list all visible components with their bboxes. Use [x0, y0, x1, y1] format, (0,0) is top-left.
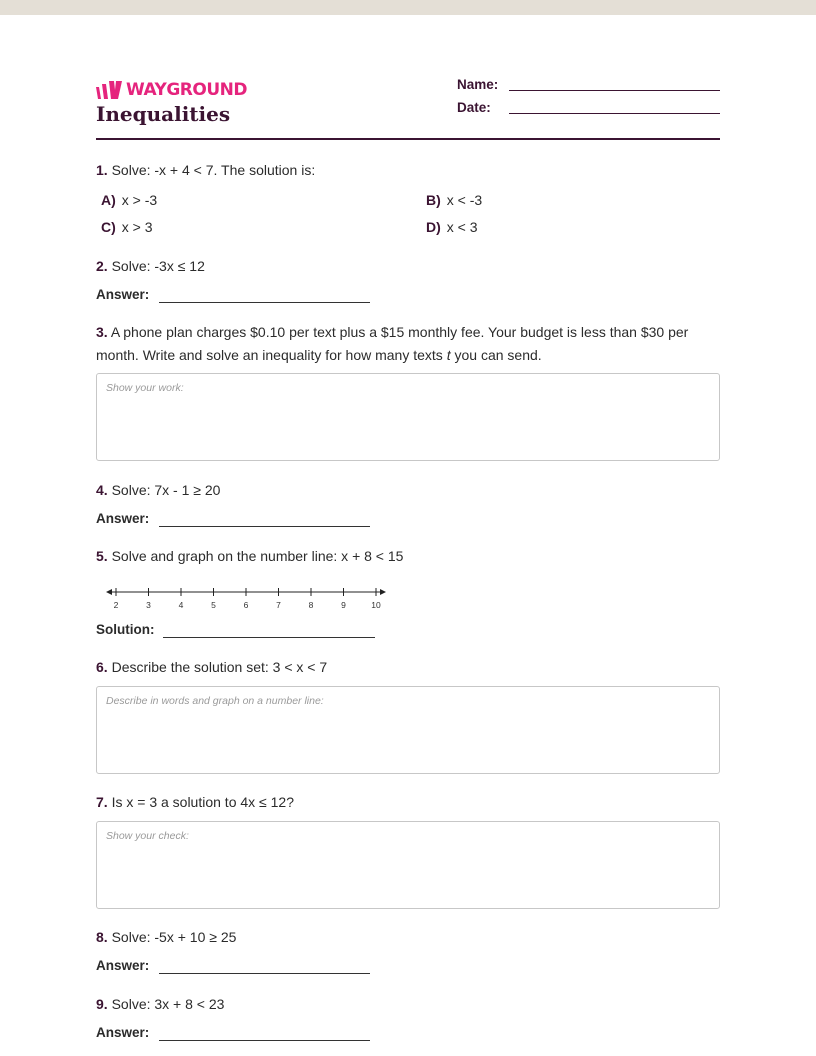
question-number: 7. — [96, 794, 108, 810]
question-5 — [96, 545, 720, 568]
question-8-answer — [96, 958, 370, 978]
date-row — [457, 99, 720, 122]
answer-label: Answer: — [96, 958, 150, 973]
question-5-answer — [96, 622, 375, 642]
answer-label: Answer: — [96, 1025, 150, 1040]
number-line-tick-label: 9 — [341, 600, 346, 610]
question-number: 3. — [96, 324, 108, 340]
brand-name: WAYGROUND — [126, 80, 247, 100]
date-label: Date: — [457, 100, 491, 115]
question-3 — [96, 321, 720, 367]
number-line-tick-label: 6 — [243, 600, 249, 610]
answer-line[interactable] — [159, 302, 370, 303]
question-text: Is x = 3 a solution to 4x ≤ 12? — [111, 794, 294, 810]
number-line[interactable] — [106, 585, 391, 613]
question-text: Solve: 3x + 8 < 23 — [111, 996, 225, 1012]
question-9-answer — [96, 1025, 370, 1045]
choice-text: x > -3 — [121, 192, 158, 208]
question-number: 9. — [96, 996, 108, 1012]
right-arrow-icon — [380, 589, 386, 595]
brand-logo — [96, 80, 247, 100]
work-box-hint: Describe in words and graph on a number line: — [106, 695, 324, 707]
work-box-hint: Show your check: — [106, 830, 189, 842]
question-text: Describe the solution set: 3 < x < 7 — [111, 659, 328, 675]
question-number: 6. — [96, 659, 108, 675]
choice-a[interactable] — [101, 192, 157, 208]
header-divider — [96, 138, 720, 140]
answer-label: Answer: — [96, 287, 150, 302]
choice-letter: C) — [101, 219, 116, 235]
wayground-logo-icon — [96, 81, 122, 99]
left-arrow-icon — [106, 589, 112, 595]
question-text: Solve and graph on the number line: x + 8 < 15 — [111, 548, 404, 564]
question-text: Solve: -x + 4 < 7. The solution is: — [111, 162, 316, 178]
work-box[interactable] — [96, 686, 720, 774]
student-info — [457, 76, 720, 122]
question-4 — [96, 479, 720, 502]
number-line-tick-label: 8 — [308, 600, 314, 610]
name-label: Name: — [457, 77, 499, 92]
question-number: 4. — [96, 482, 108, 498]
choice-text: x < -3 — [446, 192, 483, 208]
number-line-tick-label: 3 — [146, 600, 151, 610]
name-field[interactable] — [509, 90, 720, 91]
question-8 — [96, 926, 720, 949]
answer-line[interactable] — [163, 637, 375, 638]
work-box-hint: Show your work: — [106, 382, 184, 394]
question-1 — [96, 159, 720, 182]
question-2 — [96, 255, 720, 278]
work-box[interactable] — [96, 821, 720, 909]
question-number: 5. — [96, 548, 108, 564]
date-field[interactable] — [509, 113, 720, 114]
choice-text: x < 3 — [446, 219, 478, 235]
choice-letter: A) — [101, 192, 116, 208]
choice-b[interactable] — [426, 192, 482, 208]
work-box[interactable] — [96, 373, 720, 461]
answer-line[interactable] — [159, 1040, 370, 1041]
choice-text: x > 3 — [121, 219, 153, 235]
number-line-tick-label: 4 — [178, 600, 184, 610]
answer-label: Solution: — [96, 622, 155, 637]
number-line-tick-label: 2 — [113, 600, 119, 610]
answer-line[interactable] — [159, 973, 370, 974]
choice-letter: D) — [426, 219, 441, 235]
question-number: 1. — [96, 162, 108, 178]
question-2-answer — [96, 287, 370, 307]
choice-letter: B) — [426, 192, 441, 208]
number-line-tick-label: 5 — [211, 600, 216, 610]
choice-c[interactable] — [101, 219, 153, 235]
choice-d[interactable] — [426, 219, 478, 235]
question-text: Solve: 7x - 1 ≥ 20 — [111, 482, 221, 498]
question-text: A phone plan charges $0.10 per text plus a $15 monthly fee. Your budget is less than $30 per month. Write and solve an inequality for how many texts — [96, 324, 689, 363]
question-text-end: you can send. — [450, 347, 542, 363]
question-variable: t — [446, 347, 451, 363]
answer-label: Answer: — [96, 511, 150, 526]
worksheet-header — [96, 76, 720, 140]
question-7 — [96, 791, 720, 814]
question-9 — [96, 993, 720, 1016]
question-text: Solve: -3x ≤ 12 — [111, 258, 205, 274]
question-text: Solve: -5x + 10 ≥ 25 — [111, 929, 237, 945]
question-4-answer — [96, 511, 370, 531]
question-6 — [96, 656, 720, 679]
question-number: 2. — [96, 258, 108, 274]
question-number: 8. — [96, 929, 108, 945]
page-title: Inequalities — [96, 102, 231, 126]
number-line-tick-label: 10 — [371, 600, 381, 610]
name-row — [457, 76, 720, 99]
top-bar — [0, 0, 816, 15]
number-line-tick-label: 7 — [276, 600, 281, 610]
answer-line[interactable] — [159, 526, 370, 527]
